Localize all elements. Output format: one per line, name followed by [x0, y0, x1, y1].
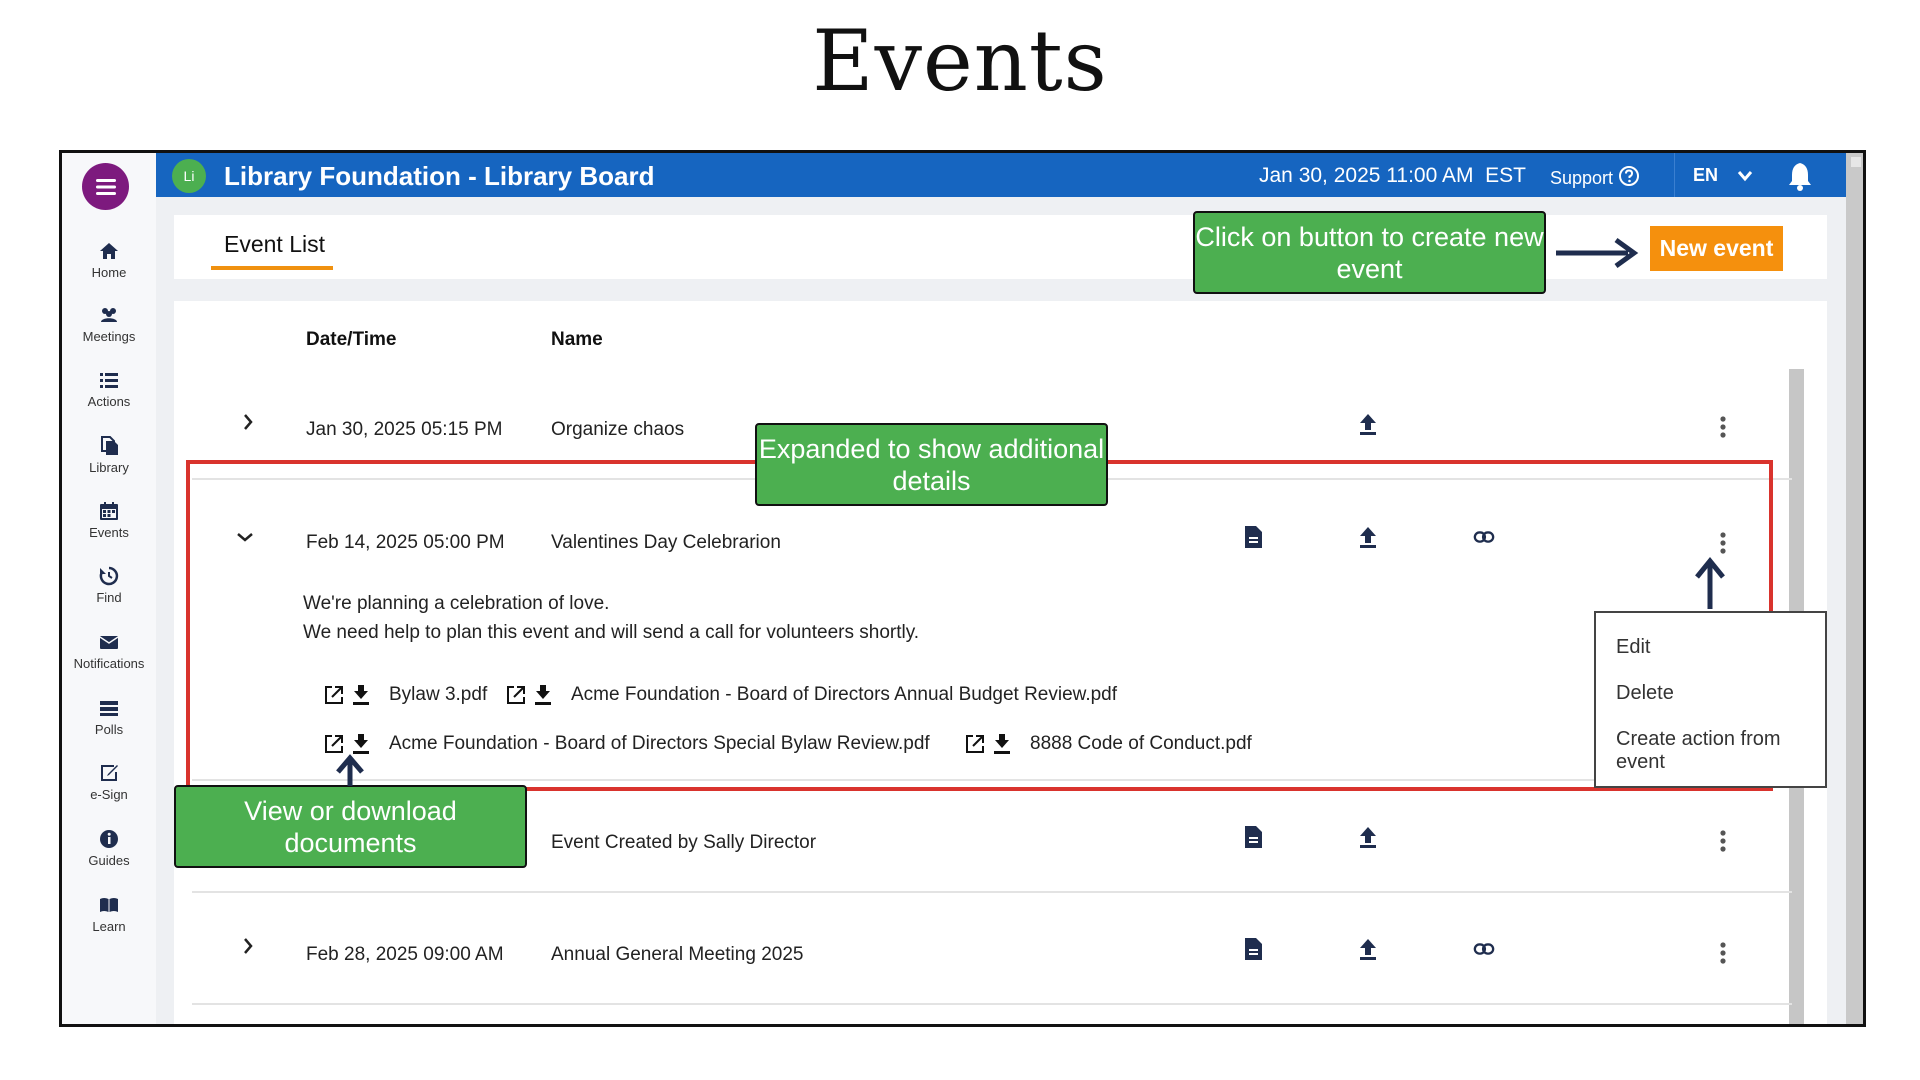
bell-icon: [1786, 161, 1814, 191]
document-icon[interactable]: [1242, 937, 1264, 966]
page-title: Events: [812, 12, 1108, 110]
window-scrollbar-thumb[interactable]: [1851, 157, 1861, 167]
poll-icon: [62, 698, 156, 720]
link-icon[interactable]: [1473, 937, 1495, 966]
event-description-line: We need help to plan this event and will send a call for volunteers shortly.: [303, 622, 920, 643]
document-name[interactable]: Bylaw 3.pdf: [389, 684, 488, 705]
column-header-name[interactable]: Name: [551, 329, 603, 350]
document-name[interactable]: 8888 Code of Conduct.pdf: [1030, 733, 1252, 754]
document-icon[interactable]: [1242, 825, 1264, 854]
app-window: [59, 150, 1866, 1027]
chevron-down-icon: [1737, 170, 1753, 182]
sidebar-item-label: Learn: [92, 919, 126, 934]
callout-documents: View or download documents: [174, 785, 527, 868]
sidebar: [62, 153, 156, 1024]
sidebar-item-meetings[interactable]: [62, 305, 156, 344]
document-name[interactable]: Acme Foundation - Board of Directors Special Bylaw Review.pdf: [389, 733, 930, 754]
sidebar-item-actions[interactable]: [62, 370, 156, 409]
upload-icon[interactable]: [1357, 825, 1379, 854]
row-divider: [192, 891, 1792, 893]
event-name[interactable]: Organize chaos: [551, 419, 685, 440]
document-name[interactable]: Acme Foundation - Board of Directors Annual Budget Review.pdf: [571, 684, 1118, 705]
files-icon: [62, 436, 156, 458]
top-bar: [156, 153, 1846, 197]
sidebar-item-label: Polls: [94, 722, 124, 737]
arrow-up-icon: [332, 754, 368, 788]
tab-event-list[interactable]: Event List: [224, 231, 325, 257]
kebab-menu-icon[interactable]: [1718, 415, 1728, 439]
event-context-menu: [1594, 611, 1827, 788]
kebab-menu-icon[interactable]: [1718, 941, 1728, 965]
language-label: EN: [1693, 165, 1719, 185]
event-datetime: Feb 28, 2025 09:00 AM: [306, 944, 504, 965]
notifications-bell[interactable]: [1786, 161, 1814, 196]
history-icon: [62, 566, 156, 588]
sidebar-item-guides[interactable]: [62, 829, 156, 868]
users-icon: [62, 305, 156, 327]
envelope-icon: [62, 632, 156, 654]
event-description-line: We're planning a celebration of love.: [303, 593, 610, 614]
upload-icon[interactable]: [1357, 412, 1379, 441]
sidebar-item-label: Home: [91, 265, 127, 280]
callout-expanded: Expanded to show additional details: [755, 423, 1108, 506]
calendar-icon: [62, 501, 156, 523]
sidebar-item-library[interactable]: [62, 436, 156, 475]
help-circle-icon: [1618, 165, 1640, 187]
sidebar-item-events[interactable]: [62, 501, 156, 540]
sidebar-item-label: Actions: [87, 394, 131, 409]
sidebar-item-label: Meetings: [82, 329, 136, 344]
sidebar-item-label: Guides: [88, 853, 130, 868]
event-datetime: Feb 14, 2025 05:00 PM: [306, 532, 505, 553]
chevron-right-icon[interactable]: [242, 937, 254, 955]
language-selector[interactable]: [1693, 165, 1753, 186]
home-icon: [62, 241, 156, 263]
support-link[interactable]: [1550, 165, 1640, 189]
org-badge: Li: [172, 159, 206, 193]
topbar-divider: [1674, 153, 1675, 197]
sidebar-item-learn[interactable]: [62, 895, 156, 934]
menu-item-edit[interactable]: Edit: [1616, 636, 1651, 658]
sidebar-item-label: Notifications: [73, 656, 145, 671]
kebab-menu-icon[interactable]: [1718, 829, 1728, 853]
column-header-datetime[interactable]: Date/Time: [306, 329, 397, 350]
sidebar-item-label: Events: [89, 525, 129, 540]
support-label: Support: [1550, 168, 1614, 188]
menu-item-delete[interactable]: Delete: [1616, 682, 1674, 704]
current-datetime: Jan 30, 2025 11:00 AM EST: [1259, 164, 1526, 187]
event-datetime: Jan 30, 2025 05:15 PM: [306, 419, 503, 440]
book-icon: [62, 895, 156, 917]
org-name[interactable]: Library Foundation - Library Board: [224, 161, 655, 191]
callout-new-event: Click on button to create new event: [1193, 211, 1546, 294]
event-name[interactable]: Valentines Day Celebrarion: [551, 532, 781, 553]
info-icon: [62, 829, 156, 851]
sidebar-item-notifications[interactable]: [62, 632, 156, 671]
upload-icon[interactable]: [1357, 937, 1379, 966]
sidebar-item-find[interactable]: [62, 566, 156, 605]
sidebar-item-esign[interactable]: [62, 763, 156, 802]
sidebar-item-label: e-Sign: [90, 787, 128, 802]
chevron-right-icon[interactable]: [242, 413, 254, 431]
row-divider: [192, 1003, 1792, 1005]
event-name[interactable]: Annual General Meeting 2025: [551, 944, 804, 965]
main-menu-button[interactable]: [82, 163, 129, 210]
list-icon: [62, 370, 156, 392]
event-name[interactable]: Event Created by Sally Director: [551, 832, 817, 853]
sidebar-item-polls[interactable]: [62, 698, 156, 737]
active-tab-indicator: [211, 266, 333, 270]
window-scrollbar[interactable]: [1846, 153, 1866, 1027]
menu-item-create-action[interactable]: Create action from event: [1616, 728, 1781, 773]
sidebar-item-label: Library: [89, 460, 129, 475]
expanded-row-highlight: [186, 460, 1773, 791]
sidebar-item-label: Find: [96, 590, 122, 605]
hamburger-icon: [93, 174, 119, 200]
arrow-right-icon: [1554, 235, 1640, 271]
arrow-up-icon: [1692, 557, 1728, 611]
new-event-button[interactable]: New event: [1650, 226, 1783, 271]
sidebar-item-home[interactable]: [62, 241, 156, 280]
sign-icon: [62, 763, 156, 785]
